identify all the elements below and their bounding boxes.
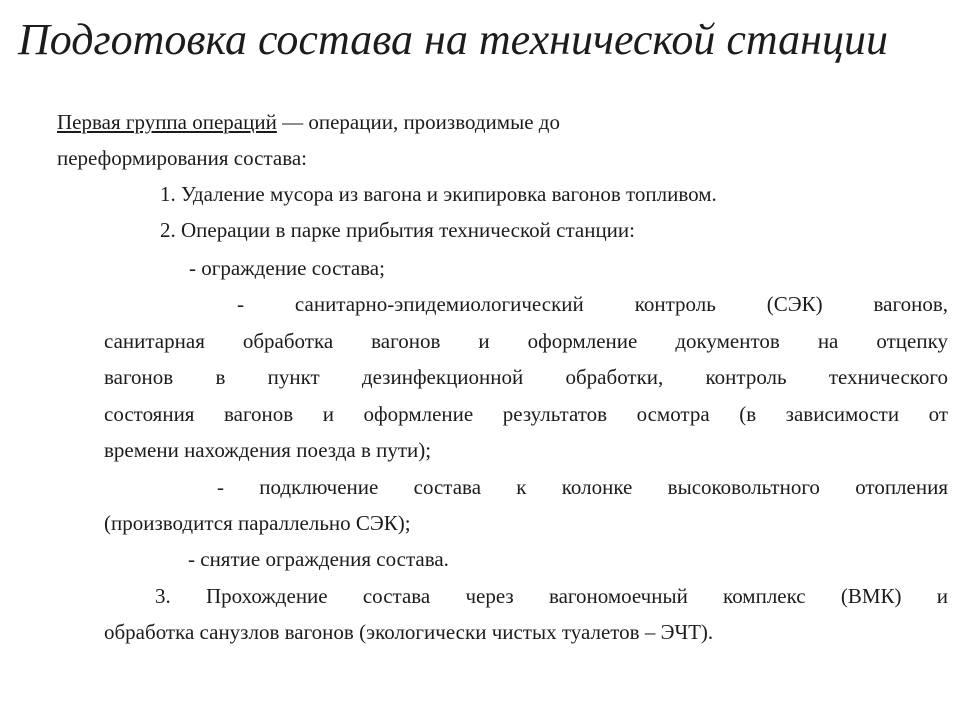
- sub-item-sek-line-1: - санитарно-эпидемиологический контроль (СЭК) вагонов,: [237, 292, 948, 316]
- intro-line-2: переформирования состава:: [57, 146, 308, 170]
- list-item-3-line-1: 3. Прохождение состава через вагономоечный комплекс (ВМК) и: [155, 584, 948, 608]
- list-item-2: 2. Операции в парке прибытия технической станции:: [160, 218, 635, 242]
- sub-item-sek-line-4: состояния вагонов и оформление результатов осмотра (в зависимости от: [104, 402, 948, 426]
- list-item-3-line-2: обработка санузлов вагонов (экологически чистых туалетов – ЭЧТ).: [104, 620, 714, 644]
- sub-item-sek-line-5: времени нахождения поезда в пути);: [104, 438, 432, 462]
- intro-line-1-rest: — операции, производимые до: [276, 110, 560, 134]
- sub-item-remove-fencing: - снятие ограждения состава.: [188, 547, 449, 571]
- slide-title: Подготовка состава на технической станции: [18, 15, 889, 64]
- list-item-1: 1. Удаление мусора из вагона и экипировка вагонов топливом.: [160, 182, 717, 206]
- sub-item-sek-line-2: санитарная обработка вагонов и оформление документов на отцепку: [104, 329, 948, 353]
- group-label: Первая группа операций: [57, 110, 277, 134]
- sub-item-hv-line-2: (производится параллельно СЭК);: [104, 511, 411, 535]
- sub-item-fencing: - ограждение состава;: [189, 256, 385, 280]
- intro-line-1: [57, 104, 560, 140]
- sub-item-sek-line-3: вагонов в пункт дезинфекционной обработки, контроль технического: [104, 365, 948, 389]
- sub-item-hv-line-1: - подключение состава к колонке высоковольтного отопления: [217, 475, 948, 499]
